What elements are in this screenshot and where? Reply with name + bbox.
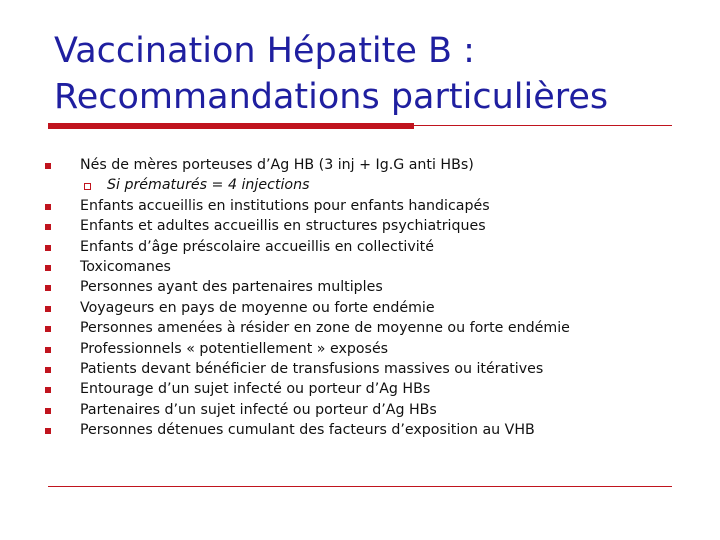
square-bullet-icon [45,367,51,373]
hollow-square-bullet-icon [84,183,91,190]
list-item-text: Enfants accueillis en institutions pour enfants handicapés [80,197,490,214]
slide-title [54,28,694,120]
list-item-prescolaire [44,237,684,257]
list-item-text: Enfants d’âge préscolaire accueillis en collectivité [80,238,434,255]
title-divider-accent [48,123,414,129]
list-item-text: Toxicomanes [80,258,171,275]
list-item-text: Patients devant bénéficier de transfusions massives ou itératives [80,360,544,377]
list-item-meres-porteuses [44,155,684,175]
footer-divider [48,486,672,487]
list-item-text: Nés de mères porteuses d’Ag HB (3 inj + Ig.G anti HBs) [80,157,474,173]
list-item-transfusions [44,359,684,379]
square-bullet-icon [45,347,51,353]
sub-list-item-text: Si prématurés = 4 injections [107,177,310,194]
square-bullet-icon [45,326,51,332]
list-item-text: Partenaires d’un sujet infecté ou porteur d’Ag HBs [80,401,437,418]
list-item-text: Voyageurs en pays de moyenne ou forte endémie [80,299,435,316]
list-item-partenaires-multiples [44,277,684,297]
list-item-professionnels [44,339,684,359]
title-line-1: Vaccination Hépatite B : [54,31,475,71]
list-item-voyageurs [44,298,684,318]
square-bullet-icon [45,245,51,251]
sub-list-item-prematures [44,175,684,195]
square-bullet-icon [45,224,51,230]
square-bullet-icon [45,265,51,271]
title-line-2: Recommandations particulières [54,77,609,117]
square-bullet-icon [45,204,51,210]
list-item-partenaires-sujet [44,400,684,420]
list-item-toxicomanes [44,257,684,277]
list-item-text: Entourage d’un sujet infecté ou porteur d’Ag HBs [80,381,431,398]
list-item-text: Enfants et adultes accueillis en structures psychiatriques [80,218,486,235]
square-bullet-icon [45,285,51,291]
square-bullet-icon [45,428,51,434]
list-item-text: Personnes détenues cumulant des facteurs d’exposition au VHB [80,422,535,439]
list-item-detenus [44,420,684,440]
list-item-enfants-handicapes [44,196,684,216]
square-bullet-icon [45,306,51,312]
list-item-entourage [44,379,684,399]
list-item-text: Professionnels « potentiellement » exposés [80,340,389,357]
square-bullet-icon [45,408,51,414]
list-item-text: Personnes amenées à résider en zone de moyenne ou forte endémie [80,320,570,337]
list-item-structures-psychiatriques [44,216,684,236]
square-bullet-icon [45,163,51,169]
recommendation-list [44,155,684,440]
square-bullet-icon [45,387,51,393]
list-item-text: Personnes ayant des partenaires multiples [80,279,383,296]
list-item-resider-zone [44,318,684,338]
